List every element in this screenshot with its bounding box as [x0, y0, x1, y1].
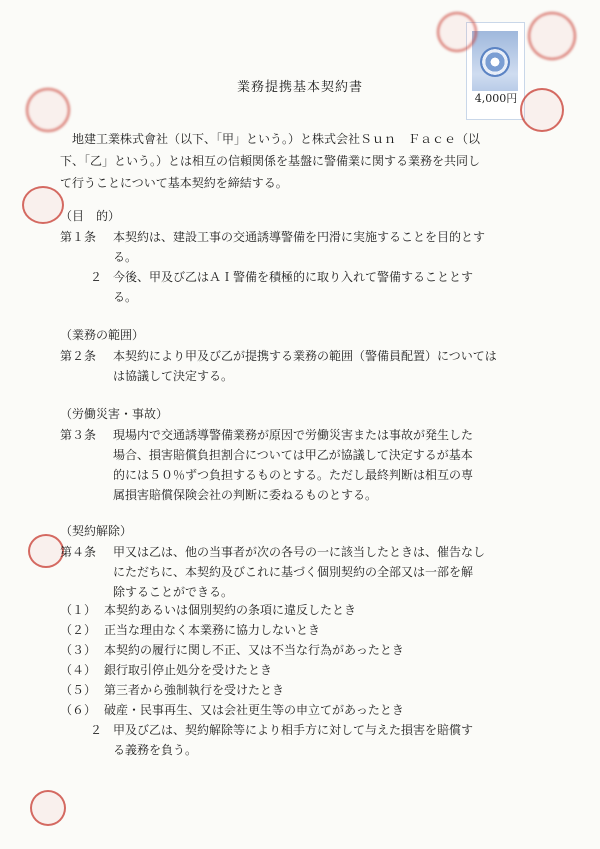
article-4 — [60, 542, 555, 602]
seal-stamp-left — [22, 186, 64, 224]
heading-purpose: （目 的） — [60, 209, 121, 223]
preamble — [60, 128, 550, 194]
item-text: 第三者から強制執行を受けたとき — [104, 683, 285, 697]
item-number: （２） — [60, 623, 97, 637]
article-line: 属損害賠償保険会社の判断に委ねるものとする。 — [113, 488, 378, 502]
revenue-stamp-price: 4,000円 — [469, 91, 523, 107]
article-line: る。 — [113, 250, 138, 264]
item-number: （４） — [60, 663, 97, 677]
article-line: 除することができる。 — [113, 585, 234, 599]
article-3 — [60, 425, 555, 505]
article-line: る義務を負う。 — [113, 743, 198, 757]
paragraph-number: ２ — [90, 270, 103, 284]
list-item — [60, 662, 540, 678]
seal-stamp-bottom-left — [30, 790, 66, 826]
item-number: （６） — [60, 703, 97, 717]
article-number: 第３条 — [60, 428, 97, 442]
article-1 — [60, 227, 555, 267]
list-item — [60, 602, 540, 618]
article-line: 現場内で交通誘導警備業務が原因で労働災害または事故が発生した — [113, 428, 474, 442]
list-item — [60, 682, 540, 698]
list-item — [60, 702, 540, 718]
preamble-line: 下、「乙」という。）とは相互の信頼関係を基盤に警備業に関する業務を共同し — [60, 154, 481, 168]
item-text: 本契約の履行に関し不正、又は不当な行為があったとき — [104, 643, 404, 657]
article-line: 甲又は乙は、他の当事者が次の各号の一に該当したときは、催告なし — [113, 545, 486, 559]
article-line: 場合、損害賠償負担割合については甲乙が協議して決定するが基本 — [113, 448, 473, 462]
article-line: る。 — [113, 290, 138, 304]
article-line: 甲及び乙は、契約解除等により相手方に対して与えた損害を賠償す — [113, 723, 474, 737]
article-line: 今後、甲及び乙はＡＩ警備を積極的に取り入れて警備することとす — [113, 270, 474, 284]
article-number: 第１条 — [60, 230, 97, 244]
preamble-line: て行うことについて基本契約を締結する。 — [60, 176, 288, 190]
item-text: 本契約あるいは個別契約の条項に違反したとき — [104, 603, 357, 617]
document-title: 業務提携基本契約書 — [236, 80, 363, 95]
flower-icon — [480, 47, 510, 77]
company-seal-top — [437, 12, 477, 52]
article-line: 本契約は、建設工事の交通誘導警備を円滑に実施することを目的とす — [113, 230, 486, 244]
list-item — [60, 642, 540, 658]
article-number: 第２条 — [60, 349, 97, 363]
preamble-line: 地建工業株式會社（以下、「甲」という。）と株式会社Ｓｕｎ Ｆａｃｅ（以 — [72, 132, 481, 146]
article-1-para-2 — [90, 267, 555, 307]
item-text: 破産・民事再生、又は会社更生等の申立てがあったとき — [104, 703, 404, 717]
article-2 — [60, 346, 555, 386]
item-number: （１） — [60, 603, 97, 617]
paragraph-number: ２ — [90, 723, 103, 737]
article-number: 第４条 — [60, 545, 97, 559]
item-text: 正当な理由なく本業務に協力しないとき — [104, 623, 321, 637]
article-line: にただちに、本契約及びこれに基づく個別契約の全部又は一部を解 — [113, 565, 474, 579]
article-line: 的には５０％ずつ負担するものとする。ただし最終判断は相互の専 — [113, 468, 474, 482]
item-number: （５） — [60, 683, 97, 697]
seal-stamp-left-lower — [28, 534, 64, 568]
list-item — [60, 622, 540, 638]
article-4-para-2 — [90, 720, 555, 760]
article-line: 本契約により甲及び乙が提携する業務の範囲（警備員配置）については — [113, 349, 497, 363]
company-seal-top-right — [528, 12, 576, 60]
heading-scope: （業務の範囲） — [60, 328, 145, 342]
article-line: は協議して決定する。 — [113, 369, 234, 383]
item-number: （３） — [60, 643, 97, 657]
heading-accidents: （労働災害・事故） — [60, 407, 169, 421]
item-text: 銀行取引停止処分を受けたとき — [104, 663, 273, 677]
heading-termination: （契約解除） — [60, 524, 133, 538]
